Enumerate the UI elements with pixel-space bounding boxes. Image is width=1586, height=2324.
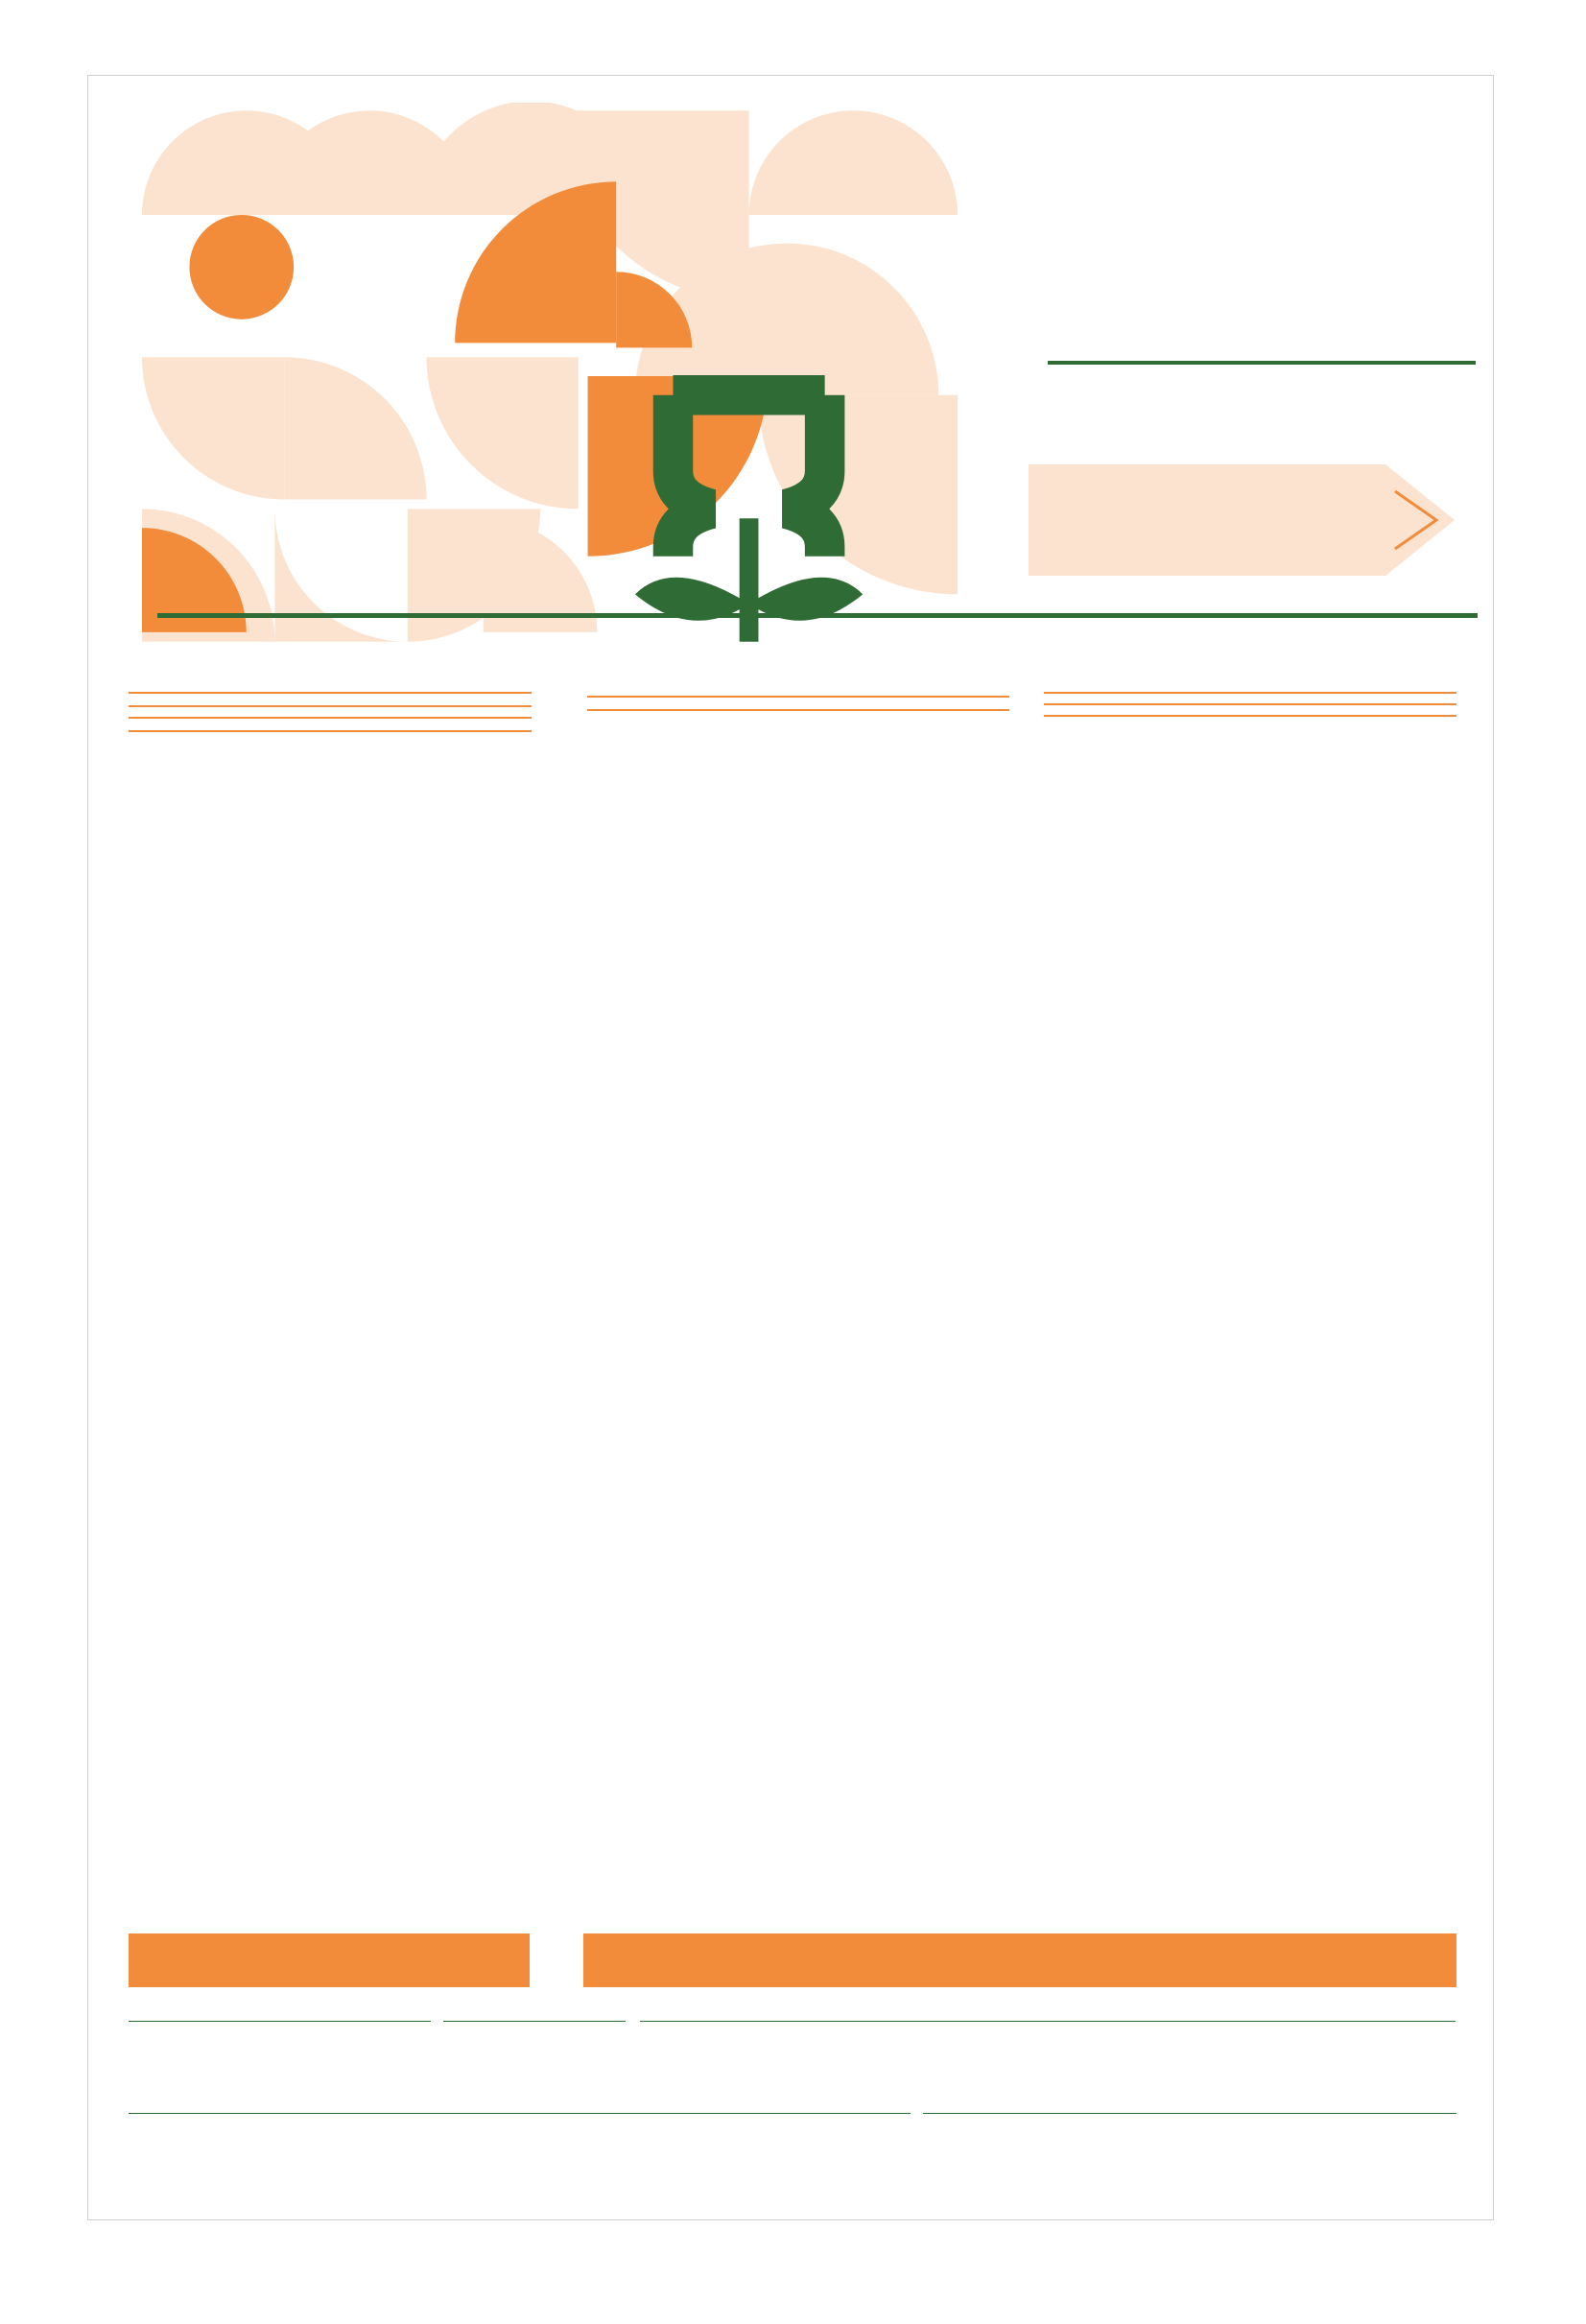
divider xyxy=(129,705,532,707)
poster xyxy=(87,75,1494,2220)
exhibitor-logos xyxy=(129,2124,911,2201)
divider xyxy=(923,2113,1456,2114)
hero-baseline xyxy=(157,613,1478,618)
program-column-2 xyxy=(587,682,1009,721)
website-link[interactable] xyxy=(129,1933,530,1987)
divider xyxy=(1044,692,1456,694)
divider xyxy=(1044,703,1456,705)
program-column-3 xyxy=(1044,682,1456,726)
hero-artwork xyxy=(142,103,958,650)
divider xyxy=(640,2021,1456,2022)
divider xyxy=(129,692,532,694)
divider xyxy=(129,730,532,732)
divider xyxy=(443,2021,626,2022)
divider xyxy=(129,2113,911,2114)
divider xyxy=(129,2021,431,2022)
program-column-1 xyxy=(129,682,532,742)
header-divider xyxy=(1048,361,1476,365)
partner-logos-row xyxy=(129,2033,1456,2091)
divider xyxy=(587,696,1009,698)
trail-banner xyxy=(1029,464,1455,576)
divider xyxy=(129,717,532,719)
notice-bar xyxy=(583,1933,1456,1987)
divider xyxy=(587,709,1009,711)
divider xyxy=(1044,715,1456,717)
media-logos xyxy=(923,2124,1456,2201)
hero xyxy=(88,76,1495,642)
